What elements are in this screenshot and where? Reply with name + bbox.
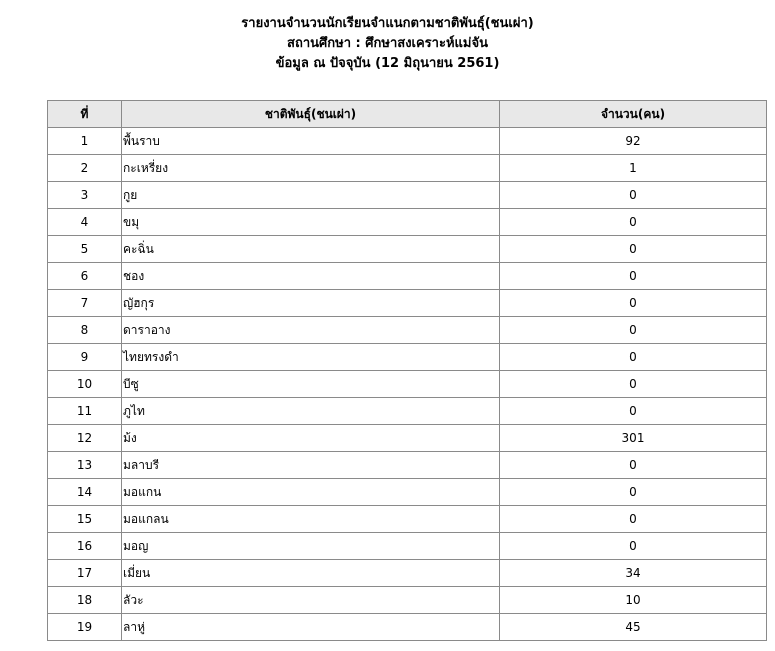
table-row: [48, 344, 767, 371]
table-row: [48, 452, 767, 479]
student-count-cell: 301: [500, 425, 767, 452]
table-header-row: [48, 101, 767, 128]
column-header-no: ที่: [48, 101, 122, 128]
row-number-cell: 3: [48, 182, 122, 209]
ethnicity-cell: เมี่ยน: [122, 560, 500, 587]
student-count-cell: 10: [500, 587, 767, 614]
ethnicity-cell: ชอง: [122, 263, 500, 290]
row-number-cell: 19: [48, 614, 122, 641]
student-count-cell: 0: [500, 398, 767, 425]
row-number-cell: 15: [48, 506, 122, 533]
student-count-cell: 0: [500, 182, 767, 209]
student-count-cell: 0: [500, 236, 767, 263]
table-row: [48, 155, 767, 182]
student-count-cell: 92: [500, 128, 767, 155]
ethnicity-cell: มอแกน: [122, 479, 500, 506]
table-row: [48, 533, 767, 560]
ethnicity-cell: กูย: [122, 182, 500, 209]
ethnicity-cell: ลัวะ: [122, 587, 500, 614]
student-count-cell: 0: [500, 209, 767, 236]
student-count-cell: 45: [500, 614, 767, 641]
row-number-cell: 1: [48, 128, 122, 155]
ethnicity-cell: ลาหู่: [122, 614, 500, 641]
ethnicity-count-table: [47, 100, 767, 641]
table-row: [48, 425, 767, 452]
ethnicity-cell: ขมุ: [122, 209, 500, 236]
row-number-cell: 11: [48, 398, 122, 425]
row-number-cell: 8: [48, 317, 122, 344]
row-number-cell: 14: [48, 479, 122, 506]
row-number-cell: 4: [48, 209, 122, 236]
ethnicity-cell: ดาราอาง: [122, 317, 500, 344]
table-row: [48, 479, 767, 506]
ethnicity-cell: มอแกลน: [122, 506, 500, 533]
column-header-ethnicity: ชาติพันธุ์(ชนเผ่า): [122, 101, 500, 128]
row-number-cell: 7: [48, 290, 122, 317]
institution-line: สถานศึกษา : ศึกษาสงเคราะห์แม่จัน: [287, 36, 488, 51]
ethnicity-cell: ไทยทรงดำ: [122, 344, 500, 371]
data-date-line: ข้อมูล ณ ปัจจุบัน (12 มิถุนายน 2561): [275, 56, 500, 71]
ethnicity-cell: คะฉิ่น: [122, 236, 500, 263]
table-row: [48, 587, 767, 614]
column-header-count: จำนวน(คน): [500, 101, 767, 128]
ethnicity-cell: มลาบรี: [122, 452, 500, 479]
row-number-cell: 12: [48, 425, 122, 452]
row-number-cell: 2: [48, 155, 122, 182]
ethnicity-cell: ญัฮกุร: [122, 290, 500, 317]
ethnicity-cell: บีซู: [122, 371, 500, 398]
table-row: [48, 317, 767, 344]
student-count-cell: 0: [500, 263, 767, 290]
table-row: [48, 371, 767, 398]
table-row: [48, 398, 767, 425]
row-number-cell: 5: [48, 236, 122, 263]
student-count-cell: 0: [500, 506, 767, 533]
student-count-cell: 0: [500, 290, 767, 317]
student-count-cell: 0: [500, 371, 767, 398]
table-row: [48, 614, 767, 641]
row-number-cell: 6: [48, 263, 122, 290]
table-row: [48, 182, 767, 209]
table-row: [48, 290, 767, 317]
row-number-cell: 9: [48, 344, 122, 371]
table-row: [48, 236, 767, 263]
row-number-cell: 10: [48, 371, 122, 398]
row-number-cell: 18: [48, 587, 122, 614]
student-count-cell: 0: [500, 452, 767, 479]
ethnicity-cell: ม้ง: [122, 425, 500, 452]
student-count-cell: 0: [500, 479, 767, 506]
table-row: [48, 506, 767, 533]
student-count-cell: 1: [500, 155, 767, 182]
ethnicity-cell: มอญ: [122, 533, 500, 560]
table-row: [48, 128, 767, 155]
report-header: [0, 14, 775, 74]
report-title: รายงานจำนวนนักเรียนจำแนกตามชาติพันธุ์(ชนเผ่า): [241, 16, 534, 31]
student-count-cell: 0: [500, 533, 767, 560]
student-count-cell: 34: [500, 560, 767, 587]
ethnicity-cell: กะเหรี่ยง: [122, 155, 500, 182]
student-count-cell: 0: [500, 344, 767, 371]
student-count-cell: 0: [500, 317, 767, 344]
row-number-cell: 13: [48, 452, 122, 479]
row-number-cell: 17: [48, 560, 122, 587]
table-row: [48, 263, 767, 290]
table-row: [48, 560, 767, 587]
ethnicity-cell: ภูไท: [122, 398, 500, 425]
row-number-cell: 16: [48, 533, 122, 560]
ethnicity-cell: พื้นราบ: [122, 128, 500, 155]
table-row: [48, 209, 767, 236]
